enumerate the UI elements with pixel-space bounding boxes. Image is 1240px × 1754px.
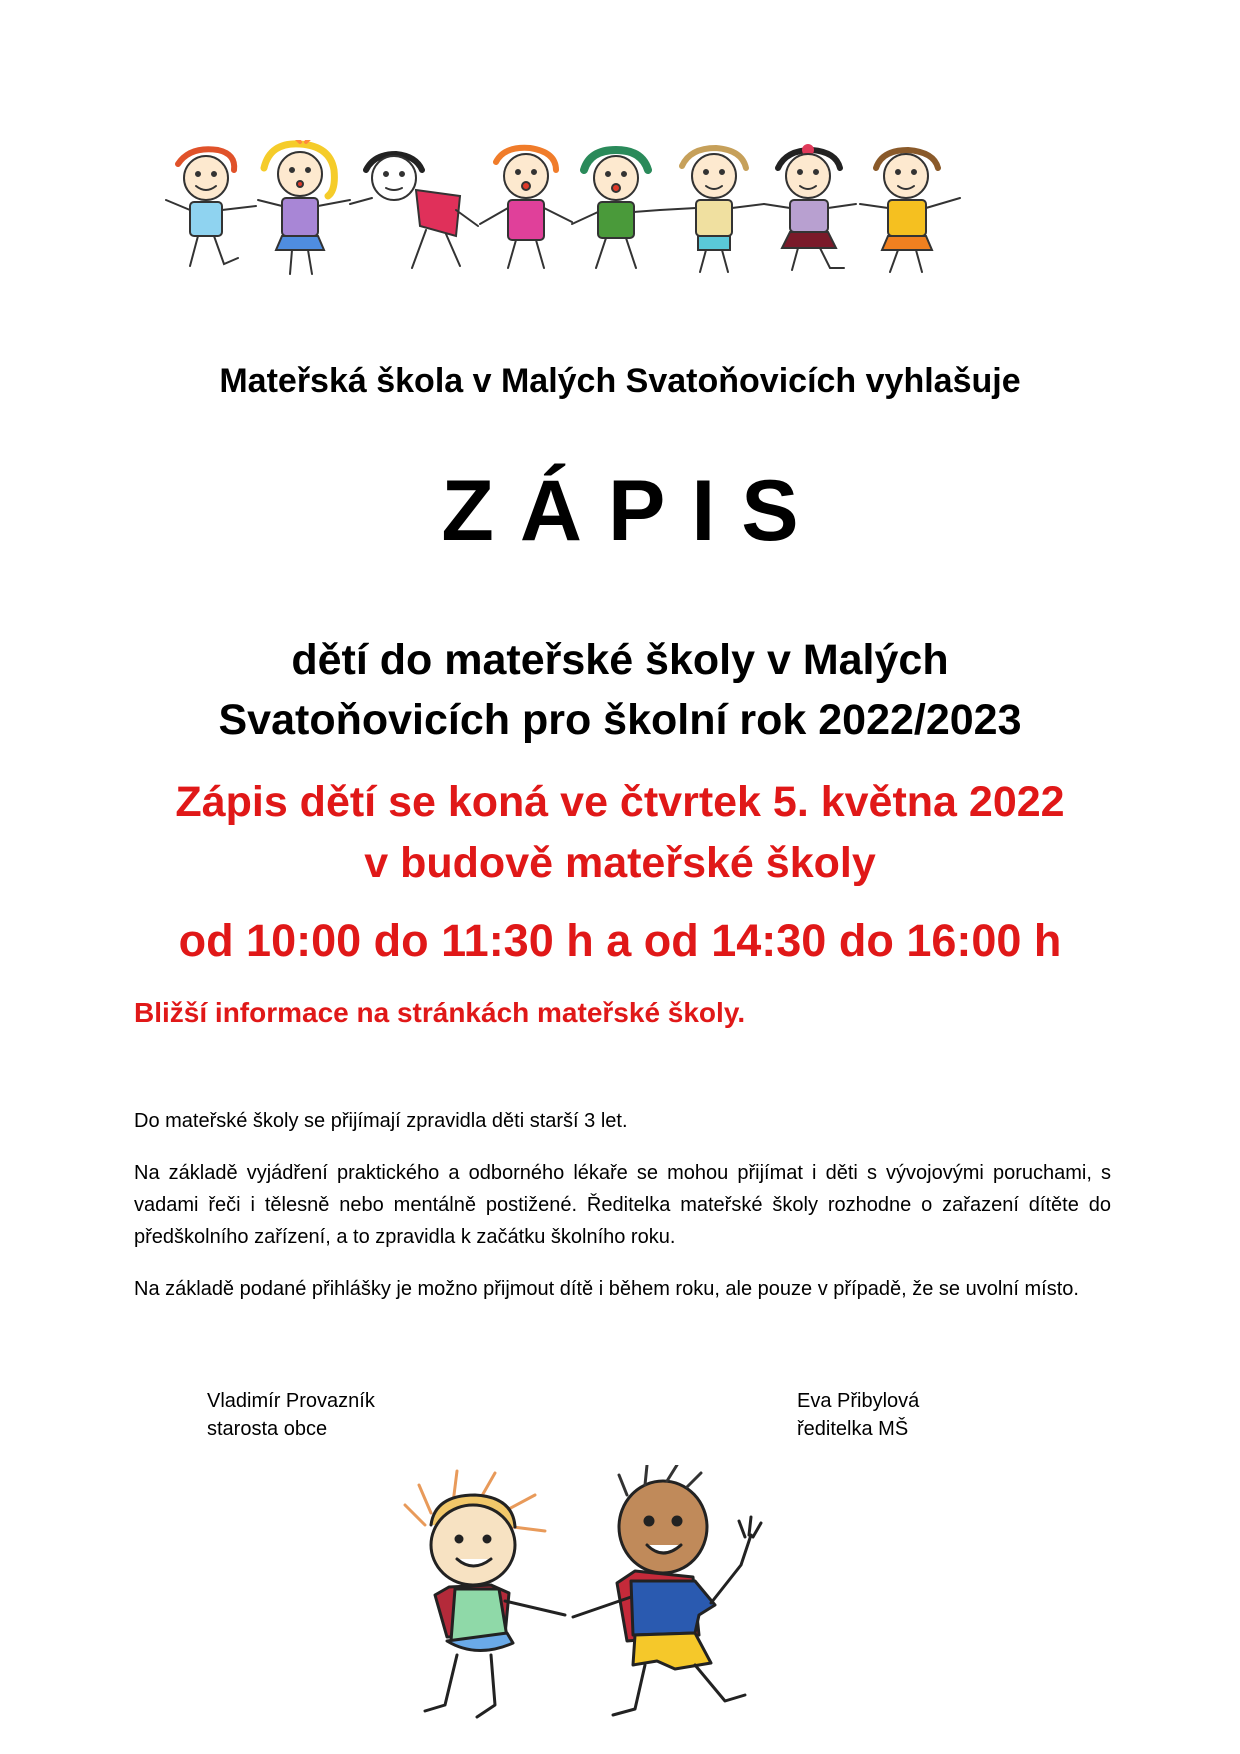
signature-role: ředitelka MŠ [797, 1418, 909, 1440]
event-location-line: v budově mateřské školy [364, 839, 876, 887]
boy-figure [573, 1465, 761, 1715]
children-row-illustration [160, 140, 1120, 290]
announcer-line: Mateřská škola v Malých Svatoňovicích vyhlašuje [219, 362, 1021, 400]
body-text [134, 1105, 1111, 1325]
child-figure [572, 150, 660, 268]
child-figure [860, 150, 960, 272]
signature-mayor [207, 1387, 375, 1443]
paragraph-admission: Na základě vyjádření praktického a odborného lékaře se mohou přijímat i děti s vývojovými poruchami, s vadami řeči i tělesně nebo mentálně postižené. Ředitelka mateřské školy rozhodne o zařazení dítěte do předškolního zařízení, a to zpravidla k začátku školního roku. [134, 1162, 1111, 1248]
event-date-line-1: Zápis dětí se koná ve čtvrtek 5. května 2022 [175, 778, 1065, 826]
running-children-illustration [395, 1465, 855, 1730]
subtitle-line-1: dětí do mateřské školy v Malých [291, 636, 949, 684]
child-figure [166, 149, 256, 266]
child-figure [660, 148, 764, 272]
event-hours: od 10:00 do 11:30 h a od 14:30 do 16:00 h [178, 915, 1062, 966]
event-date [0, 772, 1240, 894]
signature-name: Eva Přibylová [797, 1390, 920, 1412]
subtitle [0, 630, 1240, 750]
more-info-note: Bližší informace na stránkách mateřské školy. [134, 997, 746, 1028]
page-title: ZÁPIS [441, 463, 825, 559]
subtitle-line-2: Svatoňovicích pro školní rok 2022/2023 [218, 696, 1022, 744]
paragraph-during-year: Na základě podané přihlášky je možno přijmout dítě i během roku, ale pouze v případě, že se uvolní místo. [134, 1278, 1079, 1300]
signature-director [797, 1387, 919, 1443]
girl-figure [405, 1471, 565, 1717]
child-figure [480, 148, 572, 268]
child-figure [258, 140, 350, 274]
child-figure [350, 154, 478, 268]
signature-name: Vladimír Provazník [207, 1390, 375, 1412]
child-figure [764, 145, 856, 270]
signature-role: starosta obce [207, 1418, 328, 1440]
paragraph-age: Do mateřské školy se přijímají zpravidla děti starší 3 let. [134, 1110, 628, 1132]
